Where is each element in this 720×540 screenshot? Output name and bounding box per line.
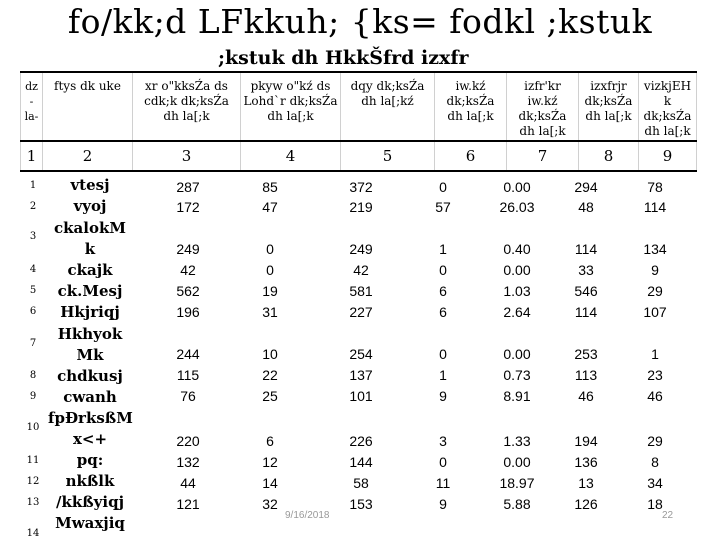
value-cell: 126 bbox=[574, 496, 598, 512]
value-cell: 101 bbox=[349, 388, 373, 404]
district-name: Mk bbox=[76, 346, 104, 364]
value-cell: 10 bbox=[262, 346, 278, 362]
value-cell: 114 bbox=[643, 199, 667, 215]
value-cell: 44 bbox=[180, 475, 196, 491]
value-cell: 114 bbox=[574, 304, 598, 320]
value-cell: 26.03 bbox=[499, 199, 535, 215]
column-header: xr o"kksŹa ds cdk;k dk;ksŹa dh la[;k bbox=[133, 72, 241, 141]
value-cell: 0 bbox=[439, 346, 447, 362]
district-name: cwanh bbox=[63, 388, 117, 406]
column-header: dqy dk;ksŹa dh la[;kź bbox=[341, 72, 435, 141]
serial-number: 2 bbox=[29, 201, 37, 212]
district-name: chdkusj bbox=[57, 367, 123, 385]
value-cell: 581 bbox=[349, 283, 373, 299]
value-cell: 196 bbox=[176, 304, 200, 320]
column-header: izxfrjr dk;ksŹa dh la[;k bbox=[579, 72, 639, 141]
serial-number: 3 bbox=[29, 231, 37, 242]
value-cell: 113 bbox=[574, 367, 598, 383]
value-cell: 46 bbox=[578, 388, 594, 404]
serial-number: 5 bbox=[29, 285, 37, 296]
district-name: /kkßyiqj bbox=[56, 493, 124, 511]
value-cell: 244 bbox=[176, 346, 200, 362]
value-cell: 14 bbox=[262, 475, 278, 491]
value-cell: 18 bbox=[647, 496, 663, 512]
value-cell: 78 bbox=[647, 179, 663, 195]
value-cell: 220 bbox=[176, 433, 200, 449]
serial-number: 4 bbox=[29, 264, 37, 275]
column-number-row bbox=[21, 141, 697, 171]
value-cell: 287 bbox=[176, 179, 200, 195]
value-cell: 0 bbox=[266, 262, 274, 278]
page-number: 22 bbox=[662, 510, 674, 521]
serial-number: 11 bbox=[26, 455, 40, 466]
value-cell: 6 bbox=[266, 433, 274, 449]
data-table bbox=[20, 71, 697, 172]
value-cell: 9 bbox=[651, 262, 659, 278]
district-name: fpÐrksßM bbox=[48, 409, 133, 427]
value-cell: 194 bbox=[574, 433, 598, 449]
column-header: iw.kź dk;ksŹa dh la[;k bbox=[435, 72, 507, 141]
column-header: ftys dk uke bbox=[43, 72, 133, 141]
value-cell: 0.00 bbox=[503, 179, 531, 195]
value-cell: 42 bbox=[353, 262, 369, 278]
value-cell: 172 bbox=[176, 199, 200, 215]
value-cell: 12 bbox=[262, 454, 278, 470]
value-cell: 6 bbox=[439, 283, 447, 299]
value-cell: 136 bbox=[574, 454, 598, 470]
district-name: k bbox=[84, 240, 96, 258]
value-cell: 9 bbox=[439, 496, 447, 512]
district-name: ckalokM bbox=[54, 219, 126, 237]
page-subtitle: ;kstuk dh HkkŠfrd izxfr bbox=[218, 47, 469, 69]
value-cell: 0 bbox=[439, 179, 447, 195]
value-cell: 144 bbox=[349, 454, 373, 470]
table-header-row bbox=[21, 72, 697, 141]
column-number: 3 bbox=[133, 141, 241, 171]
value-cell: 22 bbox=[262, 367, 278, 383]
value-cell: 249 bbox=[349, 241, 373, 257]
value-cell: 3 bbox=[439, 433, 447, 449]
value-cell: 18.97 bbox=[499, 475, 535, 491]
value-cell: 249 bbox=[176, 241, 200, 257]
serial-number: 1 bbox=[29, 180, 37, 191]
column-number: 6 bbox=[435, 141, 507, 171]
value-cell: 5.88 bbox=[503, 496, 531, 512]
value-cell: 23 bbox=[647, 367, 663, 383]
value-cell: 8.91 bbox=[503, 388, 531, 404]
value-cell: 31 bbox=[262, 304, 278, 320]
value-cell: 254 bbox=[349, 346, 373, 362]
value-cell: 29 bbox=[647, 433, 663, 449]
column-number: 5 bbox=[341, 141, 435, 171]
district-name: Mwaxjiq bbox=[55, 514, 125, 532]
column-number: 4 bbox=[241, 141, 341, 171]
column-number: 8 bbox=[579, 141, 639, 171]
serial-number: 14 bbox=[26, 528, 40, 539]
value-cell: 134 bbox=[643, 241, 667, 257]
value-cell: 0.73 bbox=[503, 367, 531, 383]
value-cell: 121 bbox=[176, 496, 200, 512]
district-name: vyoj bbox=[73, 197, 107, 215]
value-cell: 0.00 bbox=[503, 346, 531, 362]
column-number: 2 bbox=[43, 141, 133, 171]
value-cell: 1 bbox=[439, 367, 447, 383]
value-cell: 137 bbox=[349, 367, 373, 383]
serial-number: 6 bbox=[29, 306, 37, 317]
value-cell: 1 bbox=[651, 346, 659, 362]
value-cell: 33 bbox=[578, 262, 594, 278]
column-header: izfr'kr iw.kź dk;ksŹa dh la[;k bbox=[507, 72, 579, 141]
value-cell: 115 bbox=[176, 367, 200, 383]
value-cell: 13 bbox=[578, 475, 594, 491]
value-cell: 19 bbox=[262, 283, 278, 299]
serial-number: 13 bbox=[26, 497, 40, 508]
page-title: fo/kk;d LFkkuh; {ks= fodkl ;kstuk bbox=[67, 2, 653, 41]
value-cell: 29 bbox=[647, 283, 663, 299]
serial-number: 9 bbox=[29, 391, 37, 402]
value-cell: 57 bbox=[435, 199, 451, 215]
district-name: ckajk bbox=[67, 261, 113, 279]
value-cell: 153 bbox=[349, 496, 373, 512]
value-cell: 132 bbox=[176, 454, 200, 470]
value-cell: 0 bbox=[266, 241, 274, 257]
district-name: pq: bbox=[76, 451, 104, 469]
value-cell: 6 bbox=[439, 304, 447, 320]
value-cell: 48 bbox=[578, 199, 594, 215]
serial-number: 10 bbox=[26, 422, 40, 433]
value-cell: 226 bbox=[349, 433, 373, 449]
value-cell: 562 bbox=[176, 283, 200, 299]
value-cell: 32 bbox=[262, 496, 278, 512]
value-cell: 253 bbox=[574, 346, 598, 362]
value-cell: 0.40 bbox=[503, 241, 531, 257]
value-cell: 0.00 bbox=[503, 262, 531, 278]
value-cell: 1.03 bbox=[503, 283, 531, 299]
value-cell: 546 bbox=[574, 283, 598, 299]
column-number: 1 bbox=[21, 141, 43, 171]
serial-number: 7 bbox=[29, 338, 37, 349]
value-cell: 0.00 bbox=[503, 454, 531, 470]
district-name: nkßlk bbox=[65, 472, 115, 490]
serial-number: 8 bbox=[29, 370, 37, 381]
serial-number: 12 bbox=[26, 476, 40, 487]
district-name: x<+ bbox=[72, 430, 108, 448]
value-cell: 372 bbox=[349, 179, 373, 195]
value-cell: 58 bbox=[353, 475, 369, 491]
column-header: vizkjEH k dk;ksŹa dh la[;k bbox=[639, 72, 697, 141]
value-cell: 2.64 bbox=[503, 304, 531, 320]
district-name: vtesj bbox=[70, 176, 110, 194]
value-cell: 1 bbox=[439, 241, 447, 257]
value-cell: 34 bbox=[647, 475, 663, 491]
value-cell: 85 bbox=[262, 179, 278, 195]
value-cell: 114 bbox=[574, 241, 598, 257]
column-header: pkyw o"kź ds Lohd`r dk;ksŹa dh la[;k bbox=[241, 72, 341, 141]
district-name: Hkjriqj bbox=[60, 303, 120, 321]
value-cell: 46 bbox=[647, 388, 663, 404]
value-cell: 0 bbox=[439, 262, 447, 278]
value-cell: 219 bbox=[349, 199, 373, 215]
value-cell: 107 bbox=[643, 304, 667, 320]
column-header: dz - la- bbox=[21, 72, 43, 141]
value-cell: 294 bbox=[574, 179, 598, 195]
value-cell: 42 bbox=[180, 262, 196, 278]
value-cell: 11 bbox=[435, 475, 451, 491]
value-cell: 1.33 bbox=[503, 433, 531, 449]
column-number: 7 bbox=[507, 141, 579, 171]
value-cell: 47 bbox=[262, 199, 278, 215]
column-number: 9 bbox=[639, 141, 697, 171]
district-name: Hkhyok bbox=[57, 325, 123, 343]
value-cell: 0 bbox=[439, 454, 447, 470]
value-cell: 76 bbox=[180, 388, 196, 404]
value-cell: 9 bbox=[439, 388, 447, 404]
value-cell: 227 bbox=[349, 304, 373, 320]
footer-date: 9/16/2018 bbox=[285, 510, 330, 521]
value-cell: 25 bbox=[262, 388, 278, 404]
value-cell: 8 bbox=[651, 454, 659, 470]
district-name: ck.Mesj bbox=[57, 282, 123, 300]
